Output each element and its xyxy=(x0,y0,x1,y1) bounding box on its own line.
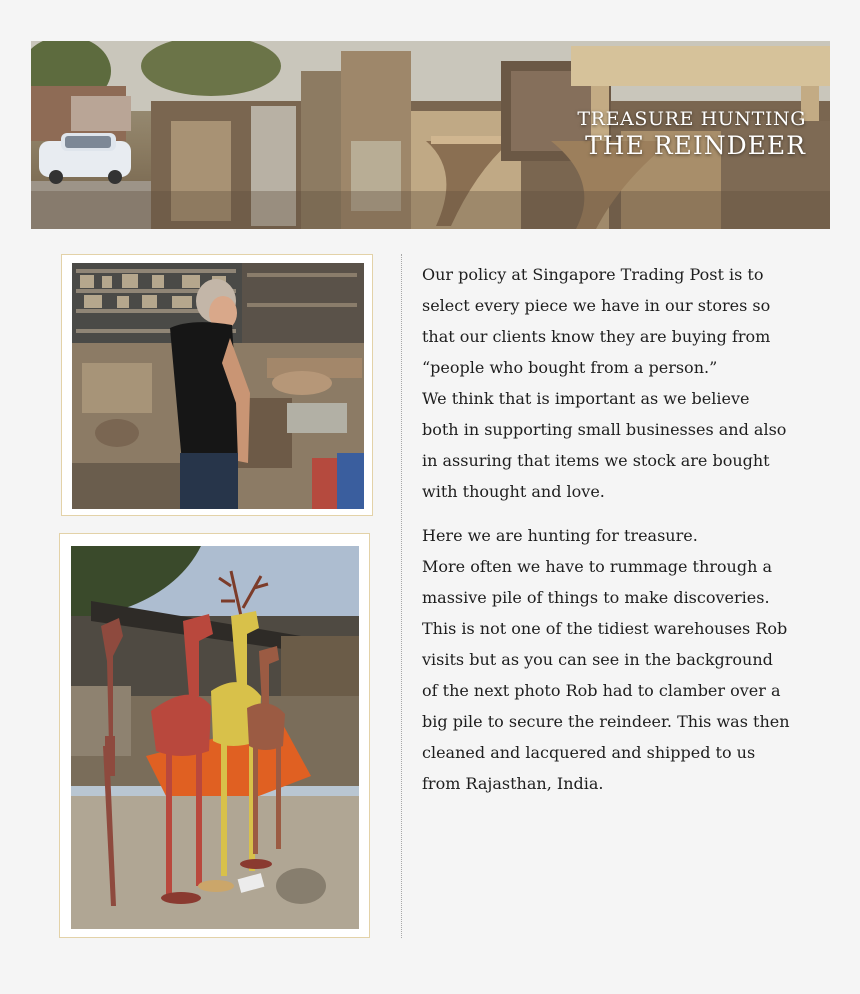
text-line: Here we are hunting for treasure. xyxy=(422,526,698,545)
paragraph-treasure-hunting xyxy=(422,520,832,799)
text-line: of the next photo Rob had to clamber over a xyxy=(422,681,781,700)
text-line: Our policy at Singapore Trading Post is to xyxy=(422,265,764,284)
column-divider xyxy=(401,254,402,938)
banner-title-block xyxy=(577,107,806,161)
text-line: massive pile of things to make discoveries. xyxy=(422,588,770,607)
text-line: This is not one of the tidiest warehouses Rob xyxy=(422,619,788,638)
warehouse-photo xyxy=(72,263,364,509)
text-line: cleaned and lacquered and shipped to us xyxy=(422,743,756,762)
text-line: select every piece we have in our stores so xyxy=(422,296,771,315)
text-line: in assuring that items we stock are bought xyxy=(422,451,770,470)
banner-subtitle: TREASURE HUNTING xyxy=(577,108,806,130)
text-line: “people who bought from a person.” xyxy=(422,358,718,377)
body-text xyxy=(422,259,832,799)
text-line: both in supporting small businesses and also xyxy=(422,420,787,439)
text-line: visits but as you can see in the background xyxy=(422,650,773,669)
text-line: that our clients know they are buying from xyxy=(422,327,771,346)
text-line: More often we have to rummage through a xyxy=(422,557,773,576)
photo-frame-reindeer xyxy=(59,533,370,938)
text-line: with thought and love. xyxy=(422,482,605,501)
reindeer-photo xyxy=(71,546,359,929)
text-line: from Rajasthan, India. xyxy=(422,774,604,793)
text-line: big pile to secure the reindeer. This was then xyxy=(422,712,790,731)
header-banner xyxy=(31,41,830,229)
photo-frame-warehouse xyxy=(61,254,373,516)
text-line: We think that is important as we believe xyxy=(422,389,750,408)
paragraph-policy xyxy=(422,259,832,507)
banner-title: THE REINDEER xyxy=(585,131,806,160)
